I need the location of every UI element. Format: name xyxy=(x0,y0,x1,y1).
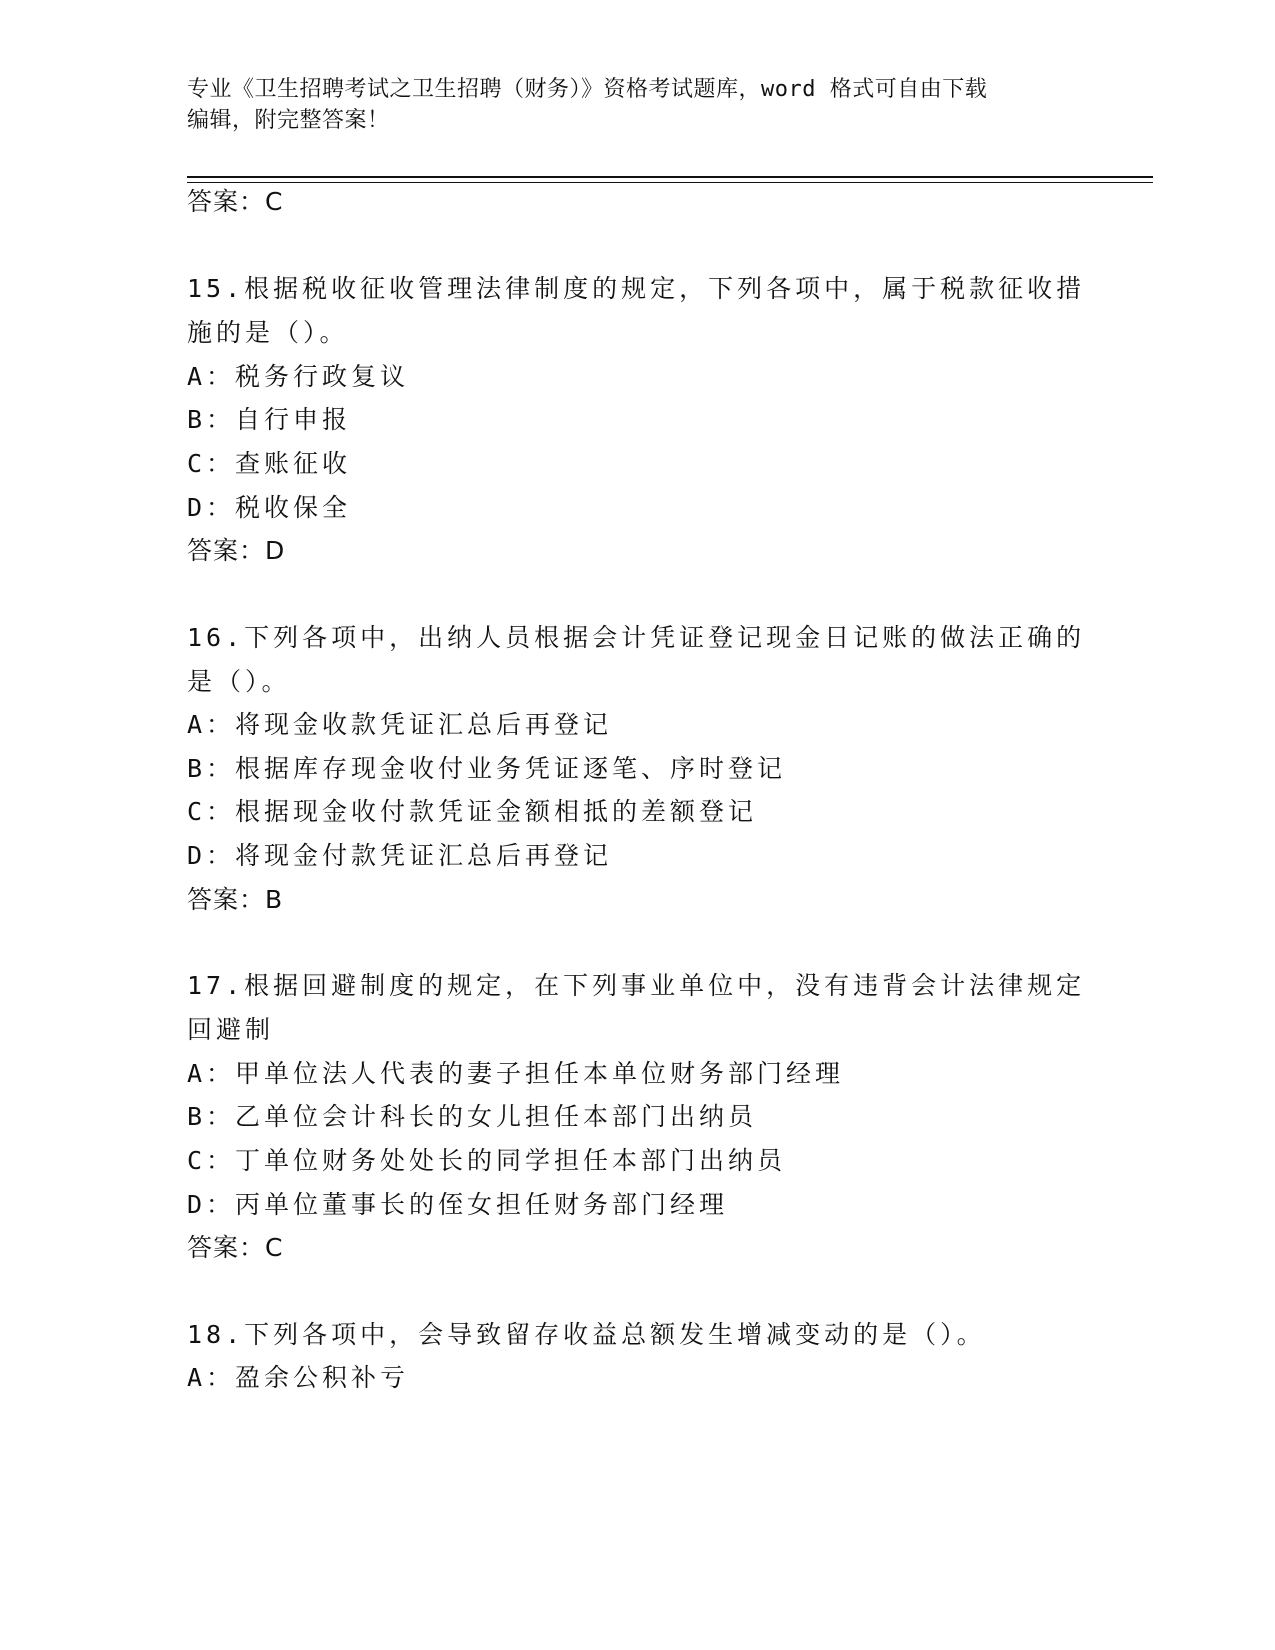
header-divider-thick xyxy=(187,176,1153,178)
answer-prev: 答案：C xyxy=(187,187,284,216)
question-17-option-b: B：乙单位会计科长的女儿担任本部门出纳员 xyxy=(187,1102,758,1131)
question-16-stem-line1: 16.下列各项中，出纳人员根据会计凭证登记现金日记账的做法正确的 xyxy=(187,623,1086,652)
question-17-option-c: C：丁单位财务处处长的同学担任本部门出纳员 xyxy=(187,1146,787,1175)
question-15-option-b: B：自行申报 xyxy=(187,405,352,434)
question-16-option-b: B：根据库存现金收付业务凭证逐笔、序时登记 xyxy=(187,754,787,783)
question-18-stem-line1: 18.下列各项中，会导致留存收益总额发生增减变动的是（）。 xyxy=(187,1320,986,1349)
question-16-option-a: A：将现金收款凭证汇总后再登记 xyxy=(187,710,613,739)
question-17-answer: 答案：C xyxy=(187,1233,284,1262)
question-15-option-d: D：税收保全 xyxy=(187,493,352,522)
question-15-option-c: C：查账征收 xyxy=(187,449,352,478)
question-18-option-a: A：盈余公积补亏 xyxy=(187,1363,410,1392)
question-16-stem-line2: 是（）。 xyxy=(187,667,291,696)
question-17-option-a: A：甲单位法人代表的妻子担任本单位财务部门经理 xyxy=(187,1059,845,1088)
document-header: 专业《卫生招聘考试之卫生招聘（财务）》资格考试题库，word 格式可自由下载 编辑，附完整答案！ xyxy=(187,77,988,133)
question-17-stem-line1: 17.根据回避制度的规定，在下列事业单位中，没有违背会计法律规定 xyxy=(187,971,1086,1000)
question-15-answer: 答案：D xyxy=(187,536,286,565)
question-17-option-d: D：丙单位董事长的侄女担任财务部门经理 xyxy=(187,1190,729,1219)
question-15-option-a: A：税务行政复议 xyxy=(187,362,410,391)
question-15-stem-line1: 15.根据税收征收管理法律制度的规定，下列各项中，属于税款征收措 xyxy=(187,274,1086,303)
question-16-option-c: C：根据现金收付款凭证金额相抵的差额登记 xyxy=(187,797,758,826)
question-17-stem-line2: 回避制 xyxy=(187,1015,275,1044)
question-15-stem-line2: 施的是（）。 xyxy=(187,318,349,347)
question-16-option-d: D：将现金付款凭证汇总后再登记 xyxy=(187,841,613,870)
question-16-answer: 答案：B xyxy=(187,885,284,914)
header-divider-thin xyxy=(187,182,1153,183)
